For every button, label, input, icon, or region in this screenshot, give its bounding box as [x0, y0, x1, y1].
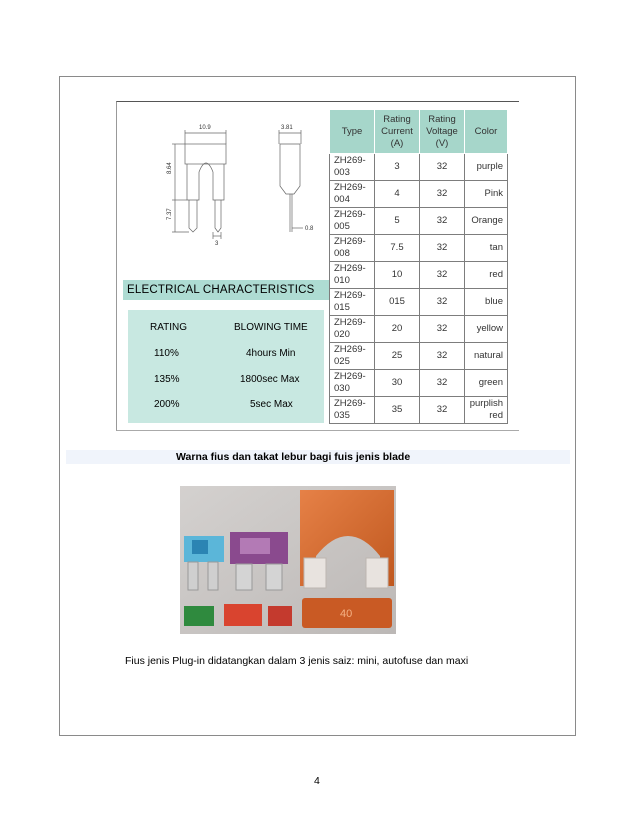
- table-header-row: [330, 110, 508, 154]
- cell-rating-voltage: 32: [420, 370, 465, 397]
- table-row: [330, 235, 508, 262]
- cell-color: Orange: [465, 208, 508, 235]
- electrical-characteristics-title: ELECTRICAL CHARACTERISTICS: [123, 280, 331, 300]
- page-number: 4: [314, 775, 320, 787]
- table-row: [330, 181, 508, 208]
- ec-header-blowing-time: BLOWING TIME: [234, 322, 308, 333]
- cell-rating-voltage: 32: [420, 262, 465, 289]
- table-row: [330, 397, 508, 424]
- cell-rating-current: 35: [375, 397, 420, 424]
- cell-color: red: [465, 262, 508, 289]
- cell-rating-current: 25: [375, 343, 420, 370]
- cell-color: Pink: [465, 181, 508, 208]
- header-rating-voltage: Rating Voltage (V): [420, 110, 465, 154]
- ec-rating: 135%: [154, 374, 180, 385]
- cell-color: green: [465, 370, 508, 397]
- table-row: [330, 154, 508, 181]
- cell-rating-voltage: 32: [420, 316, 465, 343]
- cell-type: ZH269- 003: [330, 154, 375, 181]
- svg-text:3.81: 3.81: [281, 125, 293, 131]
- ec-time: 4hours Min: [246, 348, 296, 359]
- table-row: [330, 289, 508, 316]
- cell-type: ZH269- 025: [330, 343, 375, 370]
- ec-rating: 200%: [154, 399, 180, 410]
- electrical-characteristics-panel: [128, 310, 324, 423]
- cell-rating-voltage: 32: [420, 235, 465, 262]
- ec-row: [128, 374, 324, 390]
- cell-type: ZH269- 020: [330, 316, 375, 343]
- figure-caption: Warna fius dan takat lebur bagi fuis jenis blade: [176, 451, 411, 463]
- cell-rating-current: 30: [375, 370, 420, 397]
- cell-rating-current: 7.5: [375, 235, 420, 262]
- table-row: [330, 343, 508, 370]
- cell-rating-current: 5: [375, 208, 420, 235]
- ec-time: 5sec Max: [250, 399, 293, 410]
- cell-rating-voltage: 32: [420, 154, 465, 181]
- cell-rating-current: 10: [375, 262, 420, 289]
- cell-rating-current: 4: [375, 181, 420, 208]
- cell-rating-voltage: 32: [420, 289, 465, 316]
- svg-text:10.9: 10.9: [199, 125, 211, 131]
- cell-type: ZH269- 030: [330, 370, 375, 397]
- cell-type: ZH269- 004: [330, 181, 375, 208]
- cell-color: yellow: [465, 316, 508, 343]
- cell-type: ZH269- 010: [330, 262, 375, 289]
- cell-rating-voltage: 32: [420, 208, 465, 235]
- cell-rating-current: 3: [375, 154, 420, 181]
- svg-text:3: 3: [215, 241, 219, 247]
- cell-type: ZH269- 008: [330, 235, 375, 262]
- blade-fuses-photo: [180, 486, 396, 634]
- header-color: Color: [465, 110, 508, 154]
- cell-rating-current: 015: [375, 289, 420, 316]
- cell-type: ZH269- 015: [330, 289, 375, 316]
- cell-type: ZH269- 005: [330, 208, 375, 235]
- header-rating-current: Rating Current (A): [375, 110, 420, 154]
- table-row: [330, 262, 508, 289]
- table-row: [330, 208, 508, 235]
- cell-rating-voltage: 32: [420, 343, 465, 370]
- ec-time: 1800sec Max: [240, 374, 300, 385]
- cell-color: purple: [465, 154, 508, 181]
- body-paragraph: Fius jenis Plug-in didatangkan dalam 3 jenis saiz: mini, autofuse dan maxi: [125, 655, 469, 667]
- cell-rating-current: 20: [375, 316, 420, 343]
- svg-text:8.64: 8.64: [167, 162, 173, 174]
- ec-rating: 110%: [154, 348, 179, 359]
- cell-rating-voltage: 32: [420, 181, 465, 208]
- table-row: [330, 370, 508, 397]
- ec-row: [128, 348, 324, 364]
- cell-color: purplish red: [465, 397, 508, 424]
- header-type: Type: [330, 110, 375, 154]
- cell-color: tan: [465, 235, 508, 262]
- table-row: [330, 316, 508, 343]
- fuse-dimension-drawing: [117, 102, 329, 280]
- ec-header-row: [128, 322, 324, 338]
- ec-header-rating: RATING: [150, 322, 188, 333]
- cell-color: natural: [465, 343, 508, 370]
- svg-text:0.8: 0.8: [305, 226, 314, 232]
- fuse-spec-figure: [116, 101, 519, 431]
- cell-type: ZH269- 035: [330, 397, 375, 424]
- svg-text:7.37: 7.37: [167, 208, 173, 220]
- ec-row: [128, 399, 324, 415]
- cell-color: blue: [465, 289, 508, 316]
- cell-rating-voltage: 32: [420, 397, 465, 424]
- maxi-fuse-label: 40: [340, 608, 353, 620]
- fuse-spec-table: [329, 109, 508, 424]
